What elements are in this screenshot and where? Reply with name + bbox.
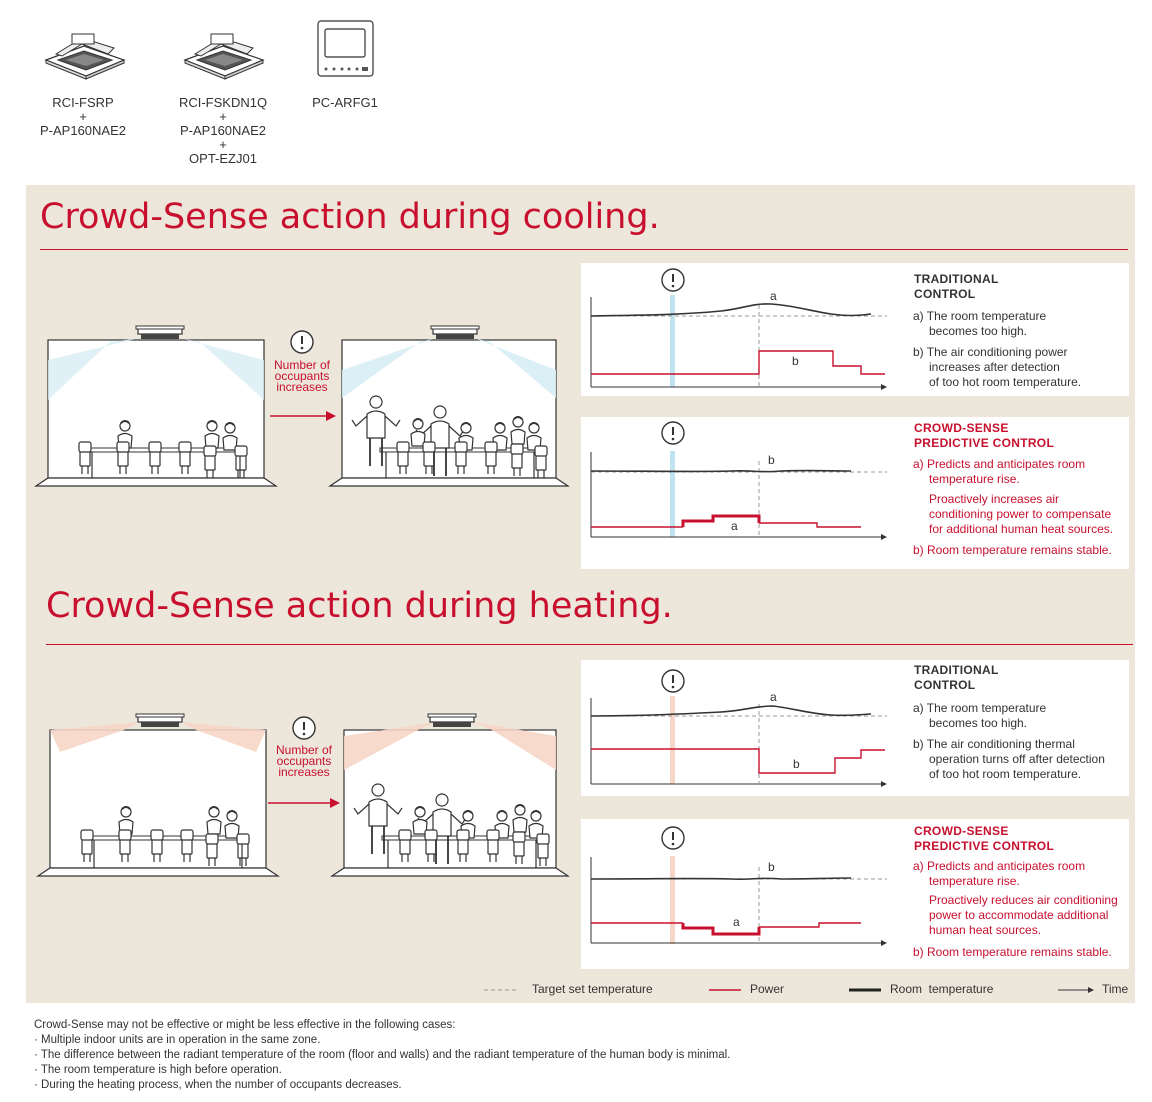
graph-label-a: a [733, 915, 740, 929]
card-body: a) The room temperature becomes too high. b) The air conditioning power increases after detection of too hot room temperature. [913, 309, 1082, 389]
cooling-predictive-graph [581, 417, 901, 569]
graph-label-b: b [793, 757, 800, 771]
heating-room-after [332, 714, 568, 876]
graph-label-b: b [768, 453, 775, 467]
card-title: TRADITIONAL CONTROL [914, 272, 999, 301]
graph-label-b: b [792, 354, 799, 368]
card-title: CROWD-SENSE PREDICTIVE CONTROL [914, 421, 1055, 450]
product-1-label: RCI-FSRP + P-AP160NAE2 [40, 95, 126, 138]
cooling-room-after [330, 326, 568, 486]
product-2-label: RCI-FSKDN1Q + P-AP160NAE2 + OPT-EZJ01 [178, 95, 268, 166]
graph-label-a: a [770, 289, 777, 303]
note-item: · Multiple indoor units are in operation in the same zone. [34, 1034, 321, 1046]
notes-intro: Crowd-Sense may not be effective or might be less effective in the following cases: [34, 1019, 456, 1031]
note-item: · During the heating process, when the number of occupants decreases. [34, 1079, 402, 1091]
arrow-right-icon [270, 411, 336, 421]
heating-room-before [38, 714, 278, 876]
cooling-title: Crowd-Sense action during cooling. [40, 197, 660, 237]
card-title: CROWD-SENSE PREDICTIVE CONTROL [914, 824, 1055, 853]
card-title: TRADITIONAL CONTROL [914, 663, 999, 692]
legend-time-label: Time [1102, 982, 1129, 996]
graph-label-a: a [770, 690, 777, 704]
card-body: a) Predicts and anticipates room temperature rise. Proactively increases air conditioning power to compensate for additional human heat sources. b) Room temperature remains stable. [913, 457, 1114, 557]
arrow-right-icon [268, 798, 340, 808]
legend-room-label: Room temperature [890, 982, 994, 996]
card-body: a) The room temperature becomes too high. b) The air conditioning thermal operation turns off after detection of too hot room temperature. [913, 701, 1105, 781]
card-body: a) Predicts and anticipates room temperature rise. Proactively reduces air conditioning power to accommodate additional human heat sources. b) Room temperature remains stable. [913, 859, 1118, 959]
heating-title: Crowd-Sense action during heating. [46, 586, 673, 626]
legend-target-label: Target set temperature [532, 982, 653, 996]
alert-icon [293, 717, 315, 739]
alert-icon [291, 331, 313, 353]
note-item: · The room temperature is high before operation. [34, 1064, 282, 1076]
heating-predictive-card [581, 819, 1129, 969]
heating-traditional-card [581, 660, 1129, 796]
legend-power-label: Power [750, 982, 785, 996]
note-item: · The difference between the radiant temperature of the room (floor and walls) and the radiant temperature of the human body is minimal. [34, 1049, 731, 1061]
cooling-predictive-card [581, 417, 1129, 569]
heating-occupants-label: Number of occupants increases [275, 743, 333, 779]
cooling-traditional-card [581, 263, 1129, 396]
heating-traditional-graph [581, 660, 901, 796]
cooling-room-before [36, 326, 276, 486]
cooling-occupants-label: Number of occupants increases [273, 358, 331, 394]
graph-label-a: a [731, 519, 738, 533]
cooling-traditional-graph [581, 263, 901, 396]
heating-predictive-graph [581, 819, 901, 969]
product-3-label: PC-ARFG1 [312, 95, 378, 110]
graph-label-b: b [768, 860, 775, 874]
